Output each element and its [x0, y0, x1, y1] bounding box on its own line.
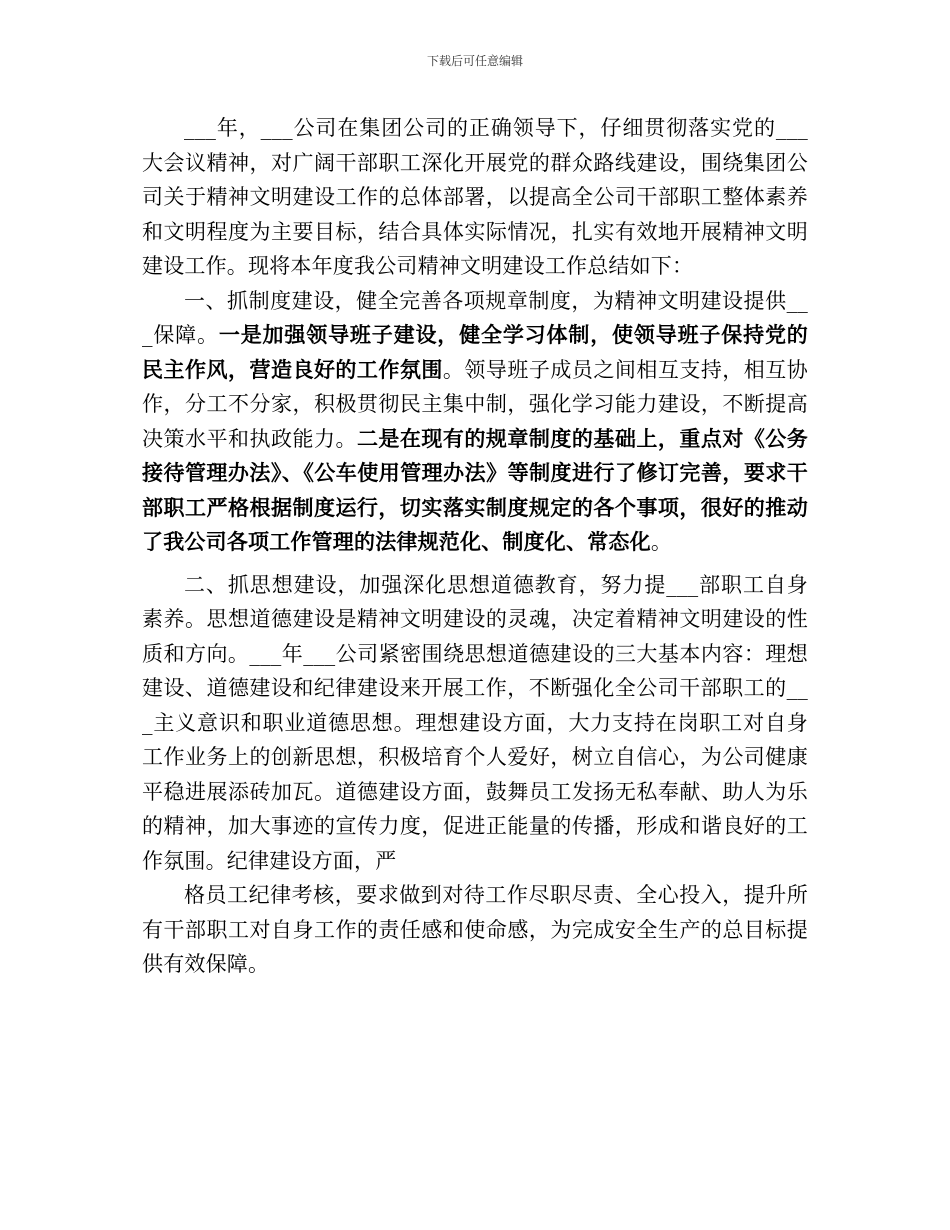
document-body [142, 111, 808, 982]
section-1-end: 。 [650, 530, 673, 554]
section-1-heading: 一、抓制度建设，健全完善各项规章制度，为精神文明建设提供___保障。 [142, 288, 808, 347]
section-1-bold-point-2: 二是在现有的规章制度的基础上，重点对《公务接待管理办法》、《公车使用管理办法》等制度进行了修订完善，要求干部职工严格根据制度运行，切实落实制度规定的各个事项，很好的推动了我公司各项工作管理的法律规范化、制度化、常态化 [142, 425, 809, 554]
section-1-text-1: 。领导班子成员之间相互支持，相互协作，分工不分家，积极贯彻民主集中制，强化学习能力建设，不断提高决策水平和执政能力。 [142, 357, 808, 451]
paragraph-section-1 [142, 284, 808, 560]
paragraph-continuation: 格员工纪律考核，要求做到对待工作尽职尽责、全心投入，提升所有干部职工对自身工作的责任感和使命感，为完成安全生产的总目标提供有效保障。 [142, 883, 808, 976]
paragraph-section-2: 二、抓思想建设，加强深化思想道德教育，努力提___部职工自身素养。思想道德建设是精神文明建设的灵魂，决定着精神文明建设的性质和方向。___年___公司紧密围绕思想道德建设的三大基本内容：理想建设、道德建设和纪律建设来开展工作，不断强化全公司干部职工的___主义意识和职业道德思想。理想建设方面，大力支持在岗职工对自身工作业务上的创新思想，积极培育个人爱好，树立自信心，为公司健康平稳进展添砖加瓦。道德建设方面，鼓舞员工发扬无私奉献、助人为乐的精神，加大事迹的宣传力度，促进正能量的传播，形成和谐良好的工作氛围。纪律建设方面，严 [142, 572, 808, 873]
paragraph-gap [142, 560, 808, 568]
page-header-note: 下载后可任意编辑 [426, 54, 523, 68]
section-1-bold-point-1: 一是加强领导班子建设，健全学习体制，使领导班子保持党的民主作风，营造良好的工作氛围 [142, 322, 808, 382]
paragraph-intro: ___年，___公司在集团公司的正确领导下，仔细贯彻落实党的___大会议精神，对广阔干部职工深化开展党的群众路线建设，围绕集团公司关于精神文明建设工作的总体部署，以提高全公司干部职工整体素养和文明程度为主要目标，结合具体实际情况，扎实有效地开展精神文明建设工作。现将本年度我公司精神文明建设工作总结如下： [142, 116, 808, 278]
